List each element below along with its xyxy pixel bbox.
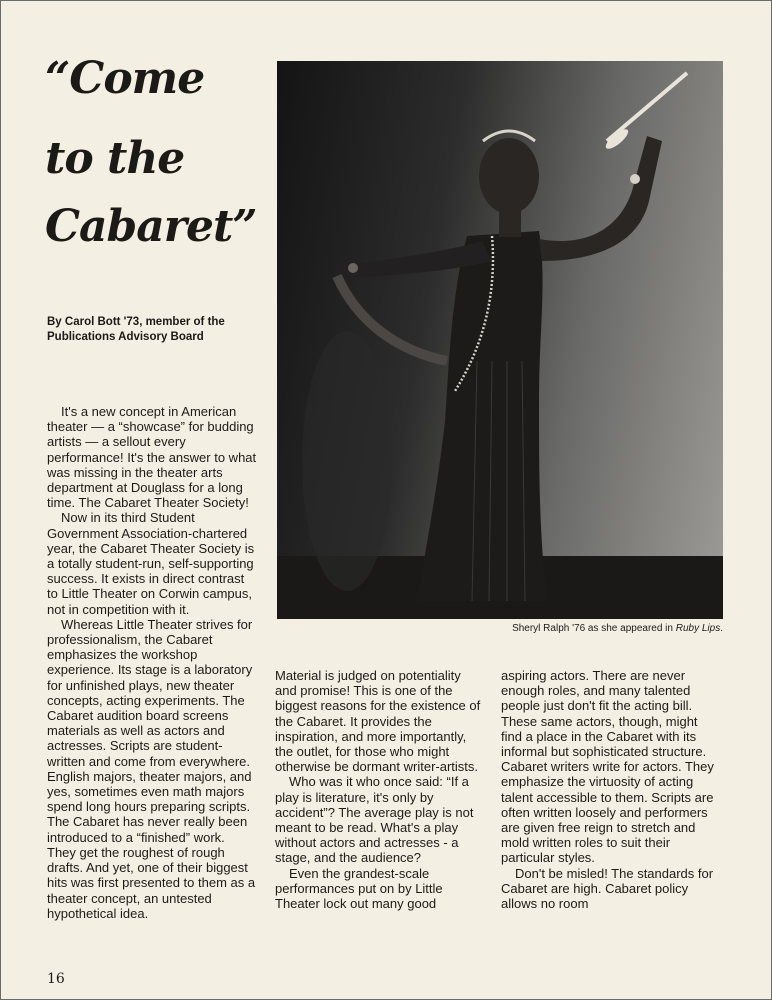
performer-neck [499,209,521,237]
performer-photo [277,61,723,619]
wand [607,73,687,141]
paragraph: Who was it who once said: “If a play is literature, it's only by accident”? The average play is not meant to be read. What's a play without actors and actresses - a stage, and the audience? [275,774,474,866]
performer-figure-illustration [277,61,723,619]
bracelet [630,174,640,184]
paragraph: It's a new concept in American theater — a “showcase” for budding artists — a sellout every performance! It's the answer to what was missing in the theater arts department at Douglass for a long time. The Cabaret Theater Society! [47,404,257,511]
performer-head [479,138,539,214]
paragraph: Even the grandest-scale performances put on by Little Theater lock out many good [275,865,443,912]
paragraph: Material is judged on potentiality and promise! This is one of the biggest reasons for the existence of the Cabaret. It provides the inspiration, and more importantly, the outlet, for those who might otherwise be dormant writer-artists. [275,668,481,775]
paragraph: aspiring actors. There are never enough roles, and many talented people just don't fit the acting bill. These same actors, though, might find a place in the Cabaret with its informal but sophisticated structure. Cabaret writers write for actors. They emphasize the virtuosity of acting talent accessible to them. Scripts are often written loosely and performers are given free reign to stretch and mold written roles to suit their particular styles. [501,668,714,866]
fringe-dress [417,231,547,601]
photo-caption-text: Sheryl Ralph '76 as she appeared in [512,623,676,634]
article-title-line-2: to the [45,133,185,184]
paragraph: Don't be misled! The standards for Cabaret are high. Cabaret policy allows no room [501,865,714,912]
photo-caption-end: . [720,623,723,634]
bracelet [348,263,358,273]
photo-caption [277,623,723,634]
article-column-1 [47,404,257,921]
page-number: 16 [47,971,65,987]
photo-caption-title: Ruby Lips [675,623,721,634]
article-title-line-1: “Come [45,53,205,104]
right-arm [539,136,662,261]
paragraph: Whereas Little Theater strives for professionalism, the Cabaret emphasizes the workshop experience. Its stage is a laboratory for unfinished plays, new theater concepts, acting experiments. The Cabaret audition board screens materials as well as actors and actresses. Scripts are student-written and come from everywhere. English majors, theater majors, and yes, sometimes even math majors spend long hours preparing scripts. The Cabaret has never really been introduced to a “finished” work. They get the roughest of rough drafts. And yet, one of their biggest hits was first presented to them as a theater concept, an untested hypothetical idea. [47,616,256,921]
article-column-3 [501,668,717,911]
article-column-2 [275,668,481,911]
article-title-line-3: Cabaret” [45,201,257,252]
byline: By Carol Bott '73, member of the Publications Advisory Board [47,316,225,343]
wall-shadow [302,331,392,591]
paragraph: Now in its third Student Government Association-chartered year, the Cabaret Theater Society is a totally student-run, self-supporting success. It exists in direct contrast to Little Theater on Corwin campus, not in competition with it. [47,510,255,617]
